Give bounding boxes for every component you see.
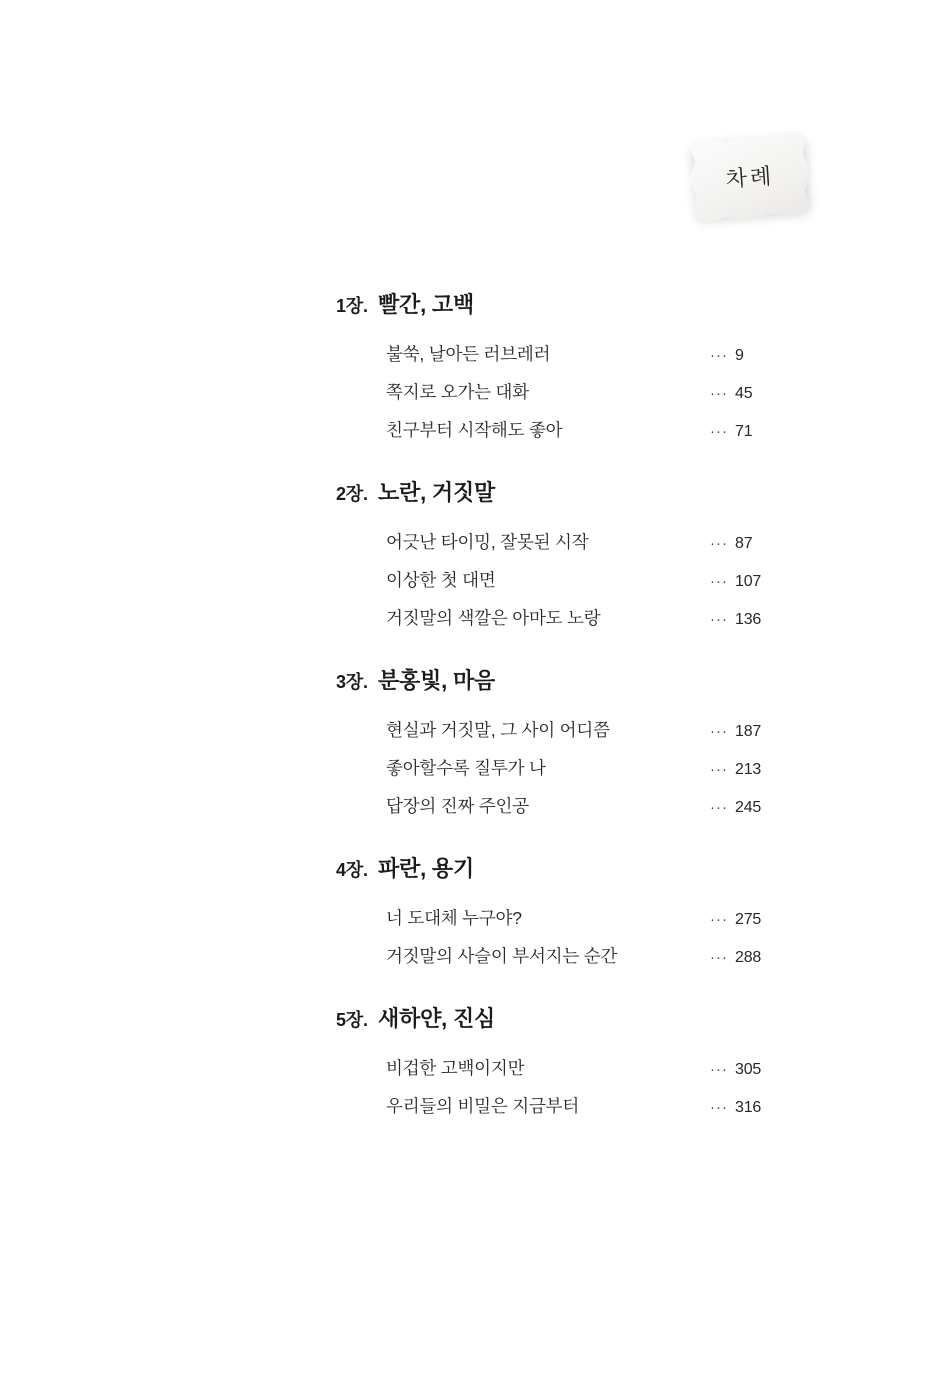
entry-page bbox=[710, 911, 806, 929]
chapter-heading[interactable] bbox=[336, 664, 806, 695]
entry-title: 불쑥, 날아든 러브레러 bbox=[386, 344, 551, 364]
toc-entry[interactable] bbox=[386, 755, 806, 780]
page-number: 316 bbox=[735, 1099, 762, 1116]
leader-dots: ··· bbox=[710, 611, 728, 628]
entry-page bbox=[710, 423, 806, 441]
entry-title: 거짓말의 사슬이 부서지는 순간 bbox=[386, 946, 618, 966]
page-number: 288 bbox=[735, 949, 762, 966]
toc-entry[interactable] bbox=[386, 717, 806, 742]
toc-entry[interactable] bbox=[386, 905, 806, 930]
entry-title: 비겁한 고백이지만 bbox=[386, 1058, 525, 1078]
toc-entry[interactable] bbox=[386, 417, 806, 442]
page-number: 275 bbox=[735, 911, 762, 928]
chapter-title: 노란, 거짓말 bbox=[378, 480, 496, 505]
chapter-number: 5장. bbox=[336, 1010, 368, 1030]
entry-title: 이상한 첫 대면 bbox=[386, 570, 496, 590]
chapter-title: 파란, 용기 bbox=[378, 856, 475, 881]
entry-title: 너 도대체 누구야? bbox=[386, 908, 522, 928]
page-number: 187 bbox=[735, 723, 762, 740]
leader-dots: ··· bbox=[710, 573, 728, 590]
entry-page bbox=[710, 347, 806, 365]
chapter-entries bbox=[336, 529, 806, 630]
toc-entry[interactable] bbox=[386, 567, 806, 592]
entry-page bbox=[710, 799, 806, 817]
toc-entry[interactable] bbox=[386, 341, 806, 366]
chapter-heading[interactable] bbox=[336, 852, 806, 883]
leader-dots: ··· bbox=[710, 949, 728, 966]
chapter-title: 분홍빛, 마음 bbox=[378, 668, 496, 693]
entry-title: 친구부터 시작해도 좋아 bbox=[386, 420, 563, 440]
chapter-block bbox=[336, 1002, 806, 1118]
entry-page bbox=[710, 949, 806, 967]
leader-dots: ··· bbox=[710, 423, 728, 440]
chapter-block bbox=[336, 476, 806, 630]
toc-entry[interactable] bbox=[386, 793, 806, 818]
page-number: 107 bbox=[735, 573, 762, 590]
entry-page bbox=[710, 573, 806, 591]
entry-title: 어긋난 타이밍, 잘못된 시작 bbox=[386, 532, 589, 552]
page-number: 136 bbox=[735, 611, 762, 628]
toc-entry[interactable] bbox=[386, 379, 806, 404]
page-number: 45 bbox=[735, 385, 753, 402]
chapter-heading[interactable] bbox=[336, 476, 806, 507]
page-number: 9 bbox=[735, 347, 744, 364]
chapter-number: 3장. bbox=[336, 672, 368, 692]
toc-entry[interactable] bbox=[386, 1055, 806, 1080]
chapter-number: 1장. bbox=[336, 296, 368, 316]
leader-dots: ··· bbox=[710, 911, 728, 928]
page-number: 305 bbox=[735, 1061, 762, 1078]
page-number: 71 bbox=[735, 423, 753, 440]
chapter-block bbox=[336, 852, 806, 968]
entry-title: 우리들의 비밀은 지금부터 bbox=[386, 1096, 580, 1116]
entry-page bbox=[710, 535, 806, 553]
chapter-entries bbox=[336, 717, 806, 818]
page-number: 87 bbox=[735, 535, 753, 552]
chapter-entries bbox=[336, 341, 806, 442]
toc-entry[interactable] bbox=[386, 529, 806, 554]
toc-entry[interactable] bbox=[386, 943, 806, 968]
entry-page bbox=[710, 1061, 806, 1079]
toc-entry[interactable] bbox=[386, 605, 806, 630]
chapter-entries bbox=[336, 1055, 806, 1118]
table-of-contents bbox=[336, 288, 806, 1118]
entry-page bbox=[710, 1099, 806, 1117]
chapter-heading[interactable] bbox=[336, 1002, 806, 1033]
entry-page bbox=[710, 611, 806, 629]
entry-title: 거짓말의 색깔은 아마도 노랑 bbox=[386, 608, 601, 628]
chapter-block bbox=[336, 288, 806, 442]
chapter-entries bbox=[336, 905, 806, 968]
entry-title: 현실과 거짓말, 그 사이 어디쯤 bbox=[386, 720, 610, 740]
toc-label-text: 차례 bbox=[724, 162, 775, 192]
leader-dots: ··· bbox=[710, 385, 728, 402]
leader-dots: ··· bbox=[710, 535, 728, 552]
leader-dots: ··· bbox=[710, 799, 728, 816]
leader-dots: ··· bbox=[710, 347, 728, 364]
entry-title: 쪽지로 오가는 대화 bbox=[386, 382, 529, 402]
chapter-title: 빨간, 고백 bbox=[378, 292, 475, 317]
page-number: 245 bbox=[735, 799, 762, 816]
chapter-number: 4장. bbox=[336, 860, 368, 880]
page-number: 213 bbox=[735, 761, 762, 778]
entry-page bbox=[710, 385, 806, 403]
toc-entry[interactable] bbox=[386, 1093, 806, 1118]
toc-label bbox=[688, 132, 812, 224]
leader-dots: ··· bbox=[710, 1061, 728, 1078]
chapter-number: 2장. bbox=[336, 484, 368, 504]
chapter-heading[interactable] bbox=[336, 288, 806, 319]
leader-dots: ··· bbox=[710, 761, 728, 778]
chapter-title: 새하얀, 진심 bbox=[378, 1006, 496, 1031]
chapter-block bbox=[336, 664, 806, 818]
leader-dots: ··· bbox=[710, 1099, 728, 1116]
entry-title: 답장의 진짜 주인공 bbox=[386, 796, 529, 816]
entry-page bbox=[710, 761, 806, 779]
entry-title: 좋아할수록 질투가 나 bbox=[386, 758, 546, 778]
leader-dots: ··· bbox=[710, 723, 728, 740]
entry-page bbox=[710, 723, 806, 741]
